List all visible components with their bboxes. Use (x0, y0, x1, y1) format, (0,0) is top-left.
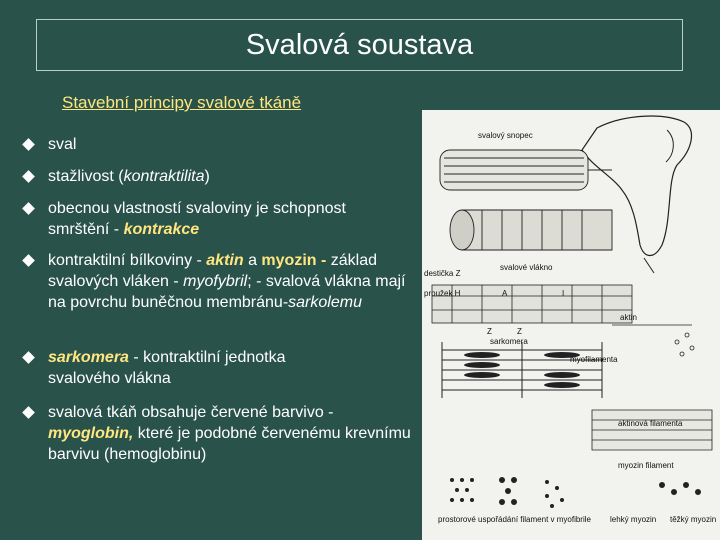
muscle-structure-illustration (422, 110, 720, 540)
diamond-bullet-icon (22, 351, 35, 364)
bullet-text: obecnou vlastností svaloviny je schopnost smrštění - kontrakce (48, 200, 346, 238)
label-tezky-myozin: těžký myozin (670, 515, 717, 524)
bullet-text: sval (48, 136, 77, 153)
label-myofilamenta: myofilamenta (570, 355, 618, 364)
bullet-text: stažlivost (kontraktilita) (48, 168, 210, 185)
label-svalove-vlakno: svalové vlákno (500, 263, 553, 272)
diamond-bullet-icon (22, 170, 35, 183)
slide-subtitle[interactable]: Stavební principy svalové tkáně (62, 93, 302, 112)
label-prostorove: prostorové uspořádání filament v myofibrile (438, 515, 591, 524)
label-svalovy-snopec: svalový snopec (478, 131, 533, 140)
diamond-bullet-icon (22, 254, 35, 267)
bullet-text: sarkomera - kontraktilní jednotka svalového vlákna (48, 349, 286, 387)
title-frame (36, 19, 683, 71)
label-a-band: A (502, 289, 508, 298)
slide-title: Svalová soustava (245, 28, 474, 61)
bullet-text: svalová tkáň obsahuje červené barvivo - myoglobin, které je podobné červenému krevnímu barvivu (hemoglobinu) (48, 404, 411, 463)
label-lehky-myozin: lehký myozin (610, 515, 657, 524)
label-i-band: I (562, 289, 565, 298)
label-aktin: aktin (620, 313, 637, 322)
label-sarkomera: sarkomera (490, 337, 528, 346)
bullet-item (20, 402, 420, 465)
bullet-item (20, 166, 210, 187)
bullet-item (20, 134, 76, 155)
label-myozin-filament: myozin filament (618, 461, 674, 470)
label-aktinova-filamenta: aktinová filamenta (618, 419, 683, 428)
label-prouzek-h: proužek H (424, 289, 461, 298)
bullet-item (20, 347, 360, 389)
label-desticka-z: destička Z (424, 269, 461, 278)
bullet-text: kontraktilní bílkoviny - aktin a myozin - základ svalových vláken - myofybril; - svalová vlákna mají na povrchu buněčnou membránu-sarkolemu (48, 252, 406, 311)
bullet-item (20, 250, 420, 313)
diamond-bullet-icon (22, 202, 35, 215)
label-z1: Z (487, 327, 492, 336)
diamond-bullet-icon (22, 406, 35, 419)
label-z2: Z (517, 327, 522, 336)
diamond-bullet-icon (22, 138, 35, 151)
muscle-structure-figure (422, 110, 720, 540)
bullet-item (20, 198, 350, 240)
